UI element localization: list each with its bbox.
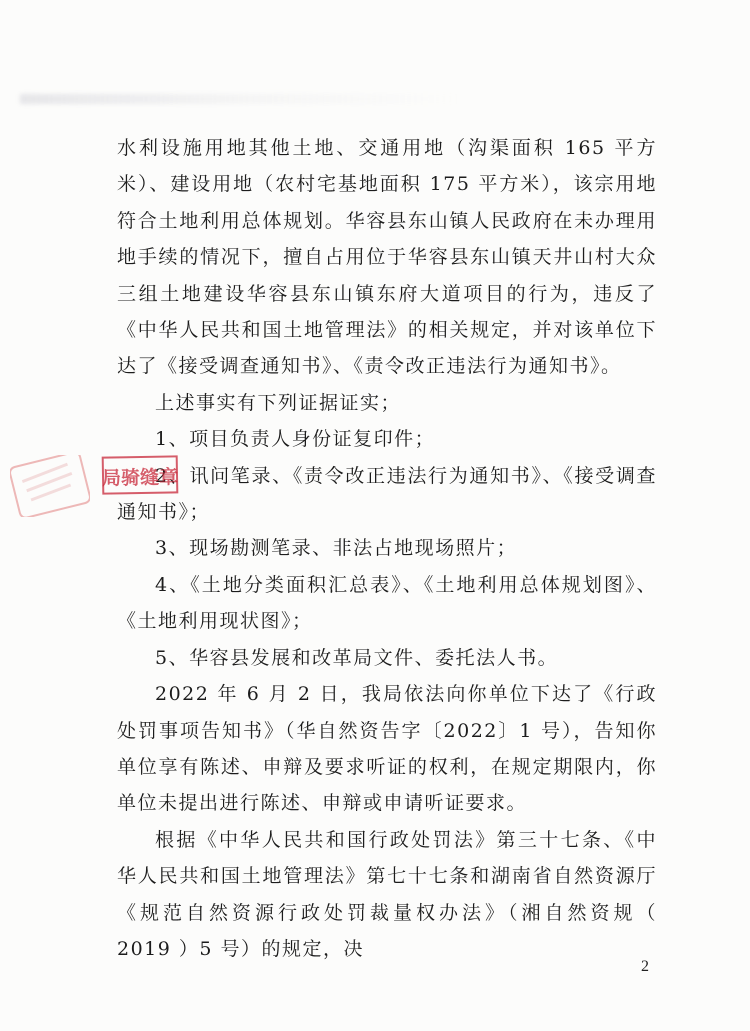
paragraph-2: 上述事实有下列证据证实； <box>155 391 402 414</box>
evidence-item-1: 1、项目负责人身份证复印件； <box>155 428 436 451</box>
evidence-item-5: 5、华容县发展和改革局文件、委托法人书。 <box>155 646 559 669</box>
evidence-item-4: 4、《土地分类面积汇总表》、《土地利用总体规划图》、《土地利用现状图》； <box>117 573 657 633</box>
seam-seal <box>101 454 182 495</box>
evidence-item-2: 2、讯问笔录、《责令改正违法行为通知书》、《接受调查通知书》； <box>117 464 657 524</box>
document-body <box>117 130 657 967</box>
paragraph-notice: 2022 年 6 月 2 日，我局依法向你单位下达了《行政处罚事项告知书》（华自然资告字〔2022〕1 号），告知你单位享有陈述、申辩及要求听证的权利，在规定期限内，你单位未提出进行陈述、申辩或申请听证要求。 <box>117 683 657 815</box>
seam-seal-text: 局骑缝章 <box>101 466 179 490</box>
scan-shadow <box>20 94 460 104</box>
paragraph-1: 水利设施用地其他土地、交通用地（沟渠面积 165 平方米）、建设用地（农村宅基地面积 175 平方米），该宗用地符合土地利用总体规划。华容县东山镇人民政府在未办理用地手续的情况下，擅自占用位于华容县东山镇天井山村大众三组土地建设华容县东山镇东府大道项目的行为，违反了《中华人民共和国土地管理法》的相关规定，并对该单位下达了《接受调查通知书》、《责令改正违法行为通知书》。 <box>117 137 657 378</box>
paragraph-basis: 根据《中华人民共和国行政处罚法》第三十七条、《中华人民共和国土地管理法》第七十七条和湖南省自然资源厅《规范自然资源行政处罚裁量权办法》（湘自然资规（ 2019 ）5 号）的规定，决 <box>117 828 657 960</box>
evidence-item-3: 3、现场勘测笔录、非法占地现场照片； <box>155 537 518 560</box>
faint-seal-fragment <box>10 455 90 517</box>
page-number: 2 <box>641 958 649 975</box>
